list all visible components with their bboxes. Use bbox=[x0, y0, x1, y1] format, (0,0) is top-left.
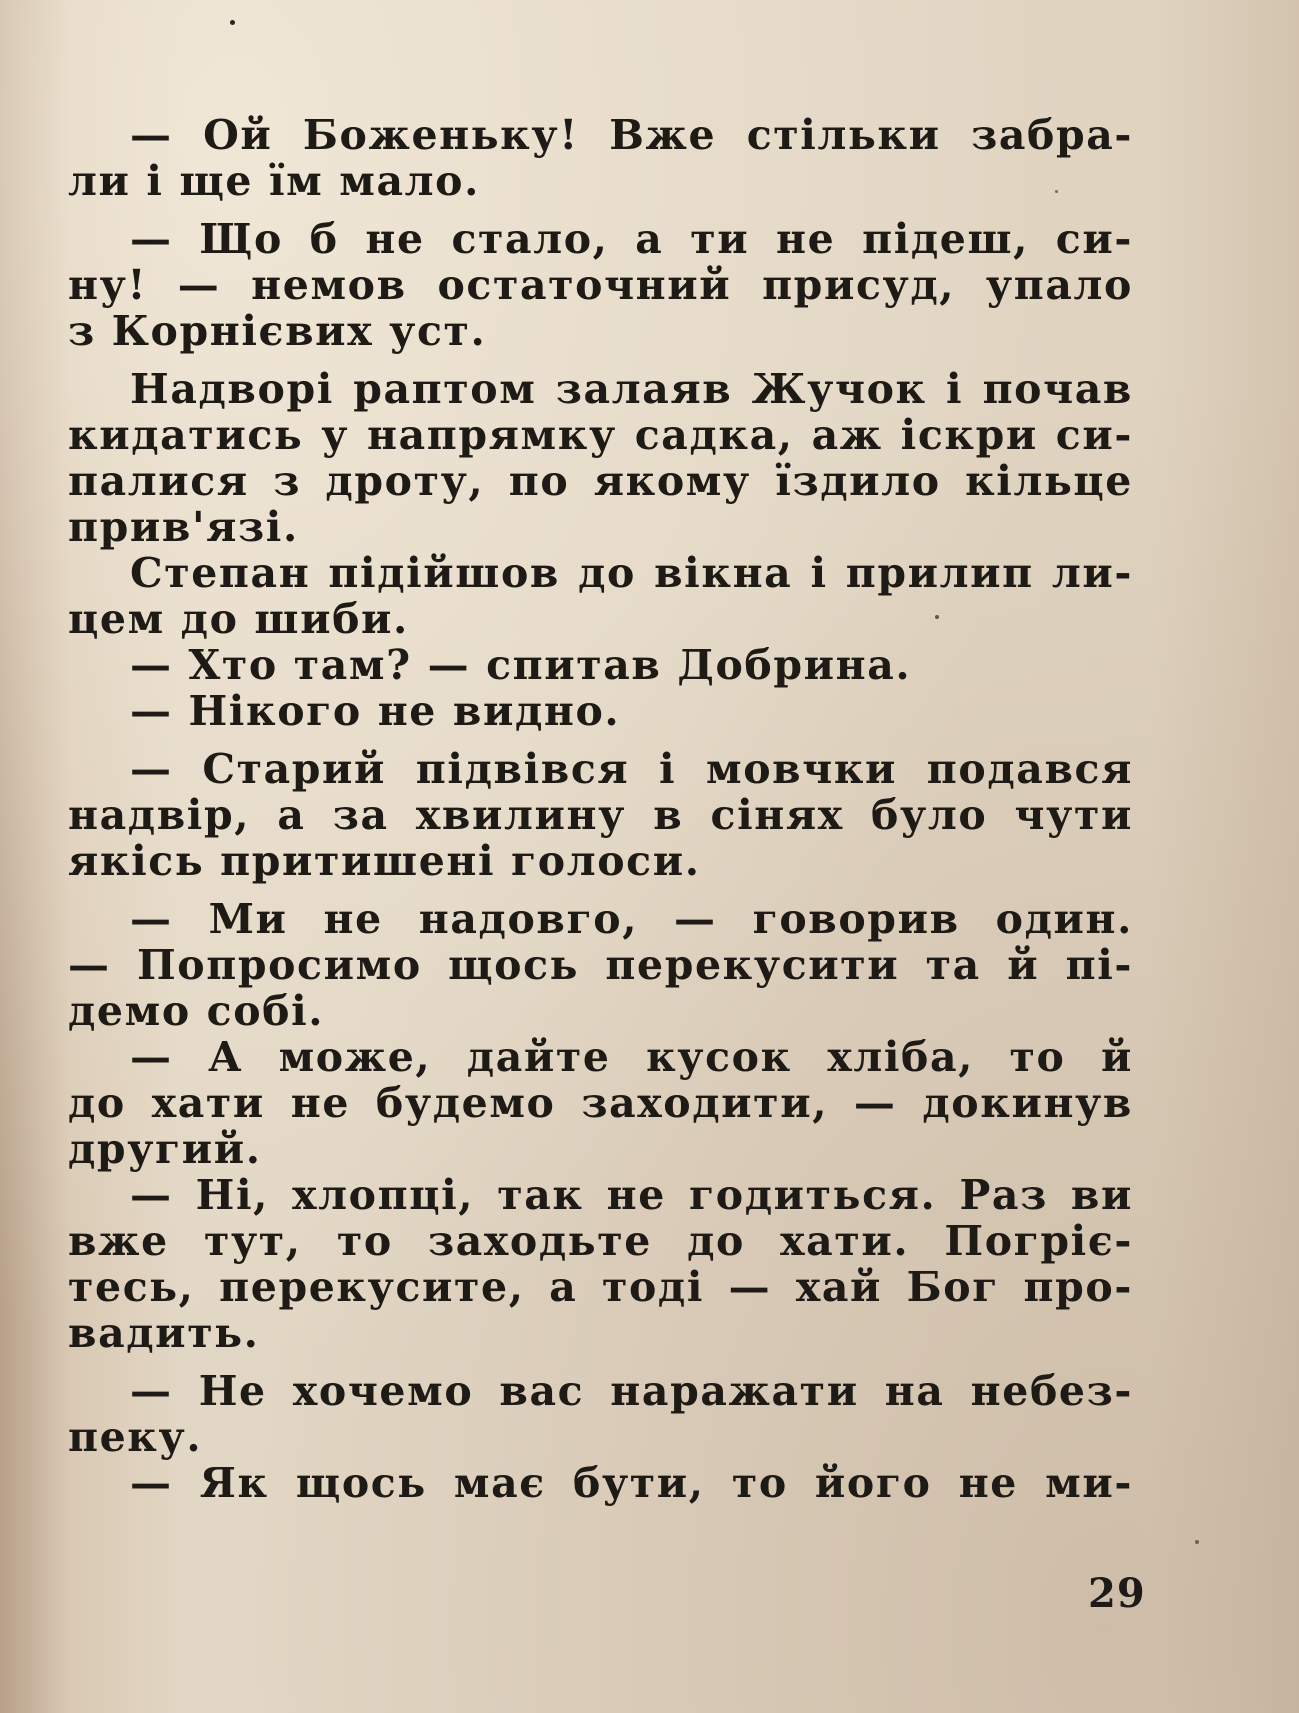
text-line: ну! — немов остаточний присуд, упало bbox=[68, 262, 1133, 308]
ink-speck bbox=[1195, 1540, 1199, 1544]
text-line: — Старий підвівся і мовчки подався bbox=[130, 746, 1133, 792]
text-line: з Корнієвих уст. bbox=[68, 308, 487, 354]
text-line: — Що б не стало, а ти не підеш, си- bbox=[130, 216, 1133, 262]
text-line: палися з дроту, по якому їздило кільце bbox=[68, 458, 1133, 504]
text-line: якісь притишені голоси. bbox=[68, 838, 701, 884]
text-line: — Ні, хлопці, так не годиться. Раз ви bbox=[130, 1172, 1133, 1218]
text-line: кидатись у напрямку садка, аж іскри си- bbox=[68, 412, 1133, 458]
text-line: — Як щось має бути, то його не ми- bbox=[130, 1460, 1133, 1506]
text-line: вже тут, то заходьте до хати. Погріє- bbox=[68, 1218, 1133, 1264]
text-line: тесь, перекусите, а тоді — хай Бог про- bbox=[68, 1264, 1133, 1310]
text-line: надвір, а за хвилину в сінях було чути bbox=[68, 792, 1133, 838]
text-line: — Попросимо щось перекусити та й пі- bbox=[68, 942, 1133, 988]
text-line: — Не хочемо вас наражати на небез- bbox=[130, 1368, 1133, 1414]
text-line: прив'язі. bbox=[68, 504, 299, 550]
text-line: — Ой Боженьку! Вже стільки забра- bbox=[130, 112, 1133, 158]
text-line: ли і ще їм мало. bbox=[68, 158, 480, 204]
text-line: — Хто там? — спитав Добрина. bbox=[130, 642, 912, 688]
text-line: другий. bbox=[68, 1126, 262, 1172]
text-line: Степан підійшов до вікна і прилип ли- bbox=[130, 550, 1133, 596]
text-line: вадить. bbox=[68, 1310, 260, 1356]
text-line: цем до шиби. bbox=[68, 596, 409, 642]
text-line: — Нікого не видно. bbox=[130, 688, 621, 734]
page-text bbox=[68, 112, 1133, 1506]
text-line: — А може, дайте кусок хліба, то й bbox=[130, 1034, 1133, 1080]
text-line: до хати не будемо заходити, — докинув bbox=[68, 1080, 1133, 1126]
text-line: — Ми не надовго, — говорив один. bbox=[130, 896, 1133, 942]
text-line: Надворі раптом залаяв Жучок і почав bbox=[130, 366, 1133, 412]
text-line: пеку. bbox=[68, 1414, 203, 1460]
text-line: демо собі. bbox=[68, 988, 325, 1034]
page-number: 29 bbox=[1088, 1570, 1146, 1617]
ink-speck bbox=[230, 20, 235, 25]
